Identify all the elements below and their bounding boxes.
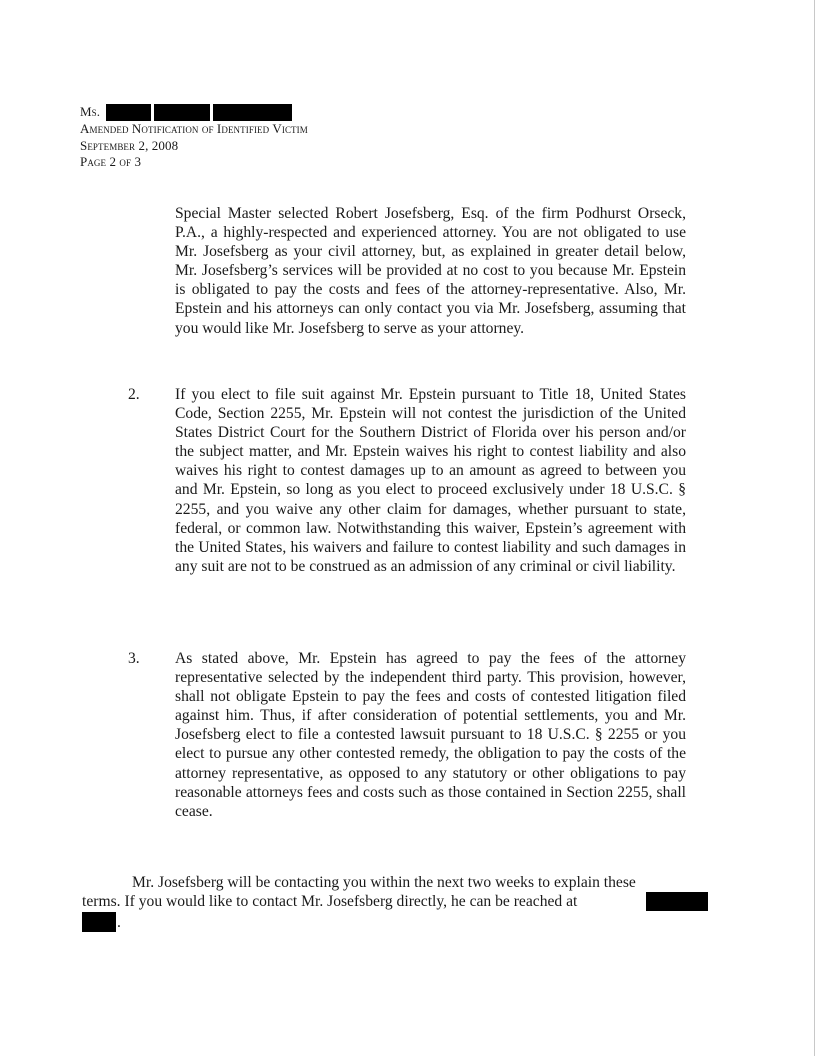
redaction-block: [82, 912, 116, 932]
salutation: Ms.: [80, 104, 101, 120]
item-text: As stated above, Mr. Epstein has agreed to pay the fees of the attorney representative selected by the independent third party. This provision, however, shall not obligate Epstein to pay the fees and costs of contested litigation filed against him. Thus, if after consideration of potential settlements, you and Mr. Josefsberg elect to file a contested lawsuit pursuant to 18 U.S.C. § 2255 or you elect to pursue any other contested remedy, the obligation to pay the costs of the attorney representative, as opposed to any statutory or other obligations to pay reasonable attorneys fees and costs such as those contained in Section 2255, shall cease.: [175, 650, 686, 820]
redaction-block: [646, 892, 708, 911]
page-edge: [814, 0, 815, 1056]
recipient-line: [80, 104, 308, 121]
closing-line-contact: [82, 892, 708, 911]
closing-line: terms. If you would like to contact Mr. Josefsberg directly, he can be reached at: [82, 893, 578, 911]
redaction-block: [154, 104, 210, 121]
letter-date: September 2, 2008: [80, 137, 179, 153]
continued-paragraph: Special Master selected Robert Josefsberg, Esq. of the firm Podhurst Orseck, P.A., a highly-respected and experienced attorney. You are not obligated to use Mr. Josefsberg as your civil attorney, but, as explained in greater detail below, Mr. Josefsberg’s services will be provided at no cost to you because Mr. Epstein is obligated to pay the costs and fees of the attorney-representative. Also, Mr. Epstein and his attorneys can only contact you via Mr. Josefsberg, assuming that you would like Mr. Josefsberg to serve as your attorney.: [175, 205, 686, 337]
closing-paragraph: [82, 873, 708, 932]
redaction-block: [106, 104, 151, 121]
closing-line-end: [82, 911, 708, 932]
redaction-block: [213, 104, 292, 121]
numbered-item: [128, 385, 688, 576]
item-number: 3.: [128, 650, 140, 667]
closing-period: .: [117, 914, 121, 932]
item-number: 2.: [128, 386, 140, 403]
page-number: Page 2 of 3: [80, 154, 142, 169]
closing-line: Mr. Josefsberg will be contacting you within the next two weeks to explain these: [132, 874, 636, 891]
letter-subject: Amended Notification of Identified Victim: [80, 121, 308, 136]
numbered-item: [128, 649, 688, 821]
item-text: If you elect to file suit against Mr. Epstein pursuant to Title 18, United States Code, Section 2255, Mr. Epstein will not contest the jurisdiction of the United States District Court for the Southern District of Florida over his person and/or the subject matter, and Mr. Epstein waives his right to contest liability and also waives his right to contest damages up to an amount as agreed to between you and Mr. Epstein, so long as you elect to proceed exclusively under 18 U.S.C. § 2255, and you waive any other claim for damages, whether pursuant to state, federal, or common law. Notwithstanding this waiver, Epstein’s agreement with the United States, his waivers and failure to contest liability and such damages in any suit are not to be construed as an admission of any criminal or civil liability.: [175, 386, 686, 575]
letter-header: [80, 104, 308, 171]
